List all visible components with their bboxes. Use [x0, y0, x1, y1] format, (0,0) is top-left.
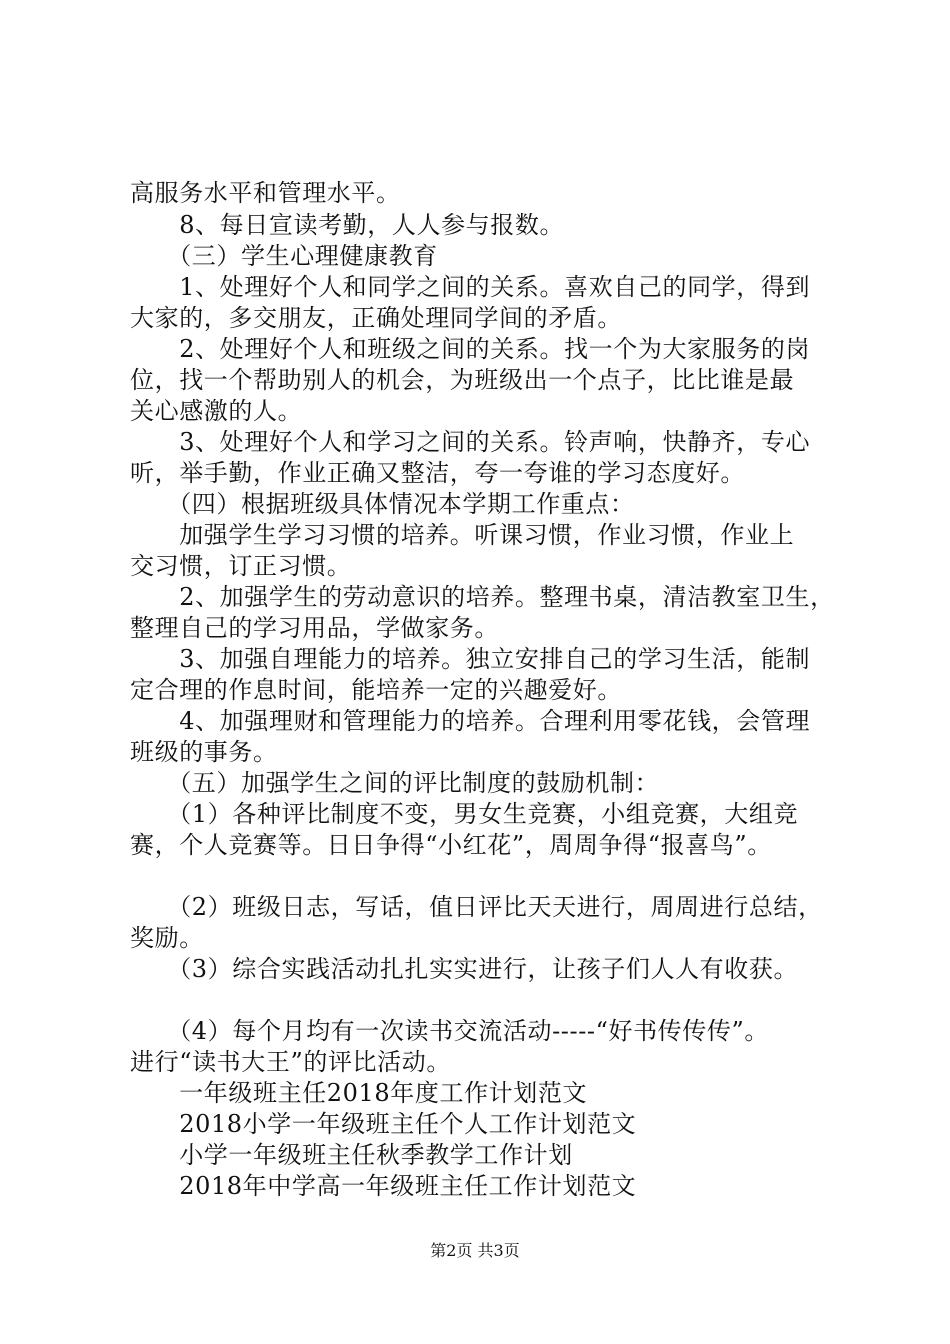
text-line: 班级的事务。: [130, 738, 278, 766]
text-line: 关心感激的人。: [130, 397, 303, 425]
text-line: （1）各种评比制度不变，男女生竞赛，小组竞赛，大组竞: [130, 800, 799, 828]
text-line: 3、加强自理能力的培养。独立安排自己的学习生活，能制: [130, 645, 811, 673]
text-line: 大家的，多交朋友，正确处理同学间的矛盾。: [130, 304, 622, 332]
text-line: 整理自己的学习用品，学做家务。: [130, 614, 499, 642]
text-line: 4、加强理财和管理能力的培养。合理利用零花钱，会管理: [130, 707, 811, 735]
section-heading: （五）加强学生之间的评比制度的鼓励机制：: [130, 769, 660, 797]
related-article-link[interactable]: 2018年中学高一年级班主任工作计划范文: [130, 1172, 637, 1200]
text-line: （3）综合实践活动扎扎实实进行，让孩子们人人有收获。: [130, 955, 799, 983]
text-line: 进行“读书大王”的评比活动。: [130, 1048, 451, 1076]
section-heading: （三）学生心理健康教育: [130, 242, 438, 270]
related-article-link[interactable]: 2018小学一年级班主任个人工作计划范文: [130, 1110, 637, 1138]
section-heading: （四）根据班级具体情况本学期工作重点：: [130, 490, 635, 518]
text-line: 定合理的作息时间，能培养一定的兴趣爱好。: [130, 676, 622, 704]
text-line: 听，举手勤，作业正确又整洁，夸一夸谁的学习态度好。: [130, 459, 745, 487]
text-line: 交习惯，订正习惯。: [130, 552, 352, 580]
text-line: 8、每日宣读考勤，人人参与报数。: [130, 211, 565, 239]
text-line: 加强学生学习习惯的培养。听课习惯，作业习惯，作业上: [130, 521, 795, 549]
text-line: 1、处理好个人和同学之间的关系。喜欢自己的同学，得到: [130, 273, 811, 301]
text-line: （2）班级日志，写话，值日评比天天进行，周周进行总结，: [130, 893, 823, 921]
text-line: 3、处理好个人和学习之间的关系。铃声响，快静齐，专心: [130, 428, 811, 456]
text-line: 2、加强学生的劳动意识的培养。整理书桌，清洁教室卫生，: [130, 583, 835, 611]
text-line: 位，找一个帮助别人的机会，为班级出一个点子，比比谁是最: [130, 366, 795, 394]
text-line: 赛，个人竞赛等。日日争得“小红花”，周周争得“报喜鸟”。: [130, 831, 772, 859]
related-article-link[interactable]: 小学一年级班主任秋季教学工作计划: [130, 1141, 573, 1169]
related-article-link[interactable]: 一年级班主任2018年度工作计划范文: [130, 1079, 588, 1107]
text-line: （4）每个月均有一次读书交流活动-----“好书传传传”。: [130, 1017, 769, 1045]
text-line: 奖励。: [130, 924, 204, 952]
text-line: 高服务水平和管理水平。: [130, 179, 401, 207]
text-line: 2、处理好个人和班级之间的关系。找一个为大家服务的岗: [130, 335, 811, 363]
page-number-footer: 第2页 共3页: [430, 1241, 520, 1260]
